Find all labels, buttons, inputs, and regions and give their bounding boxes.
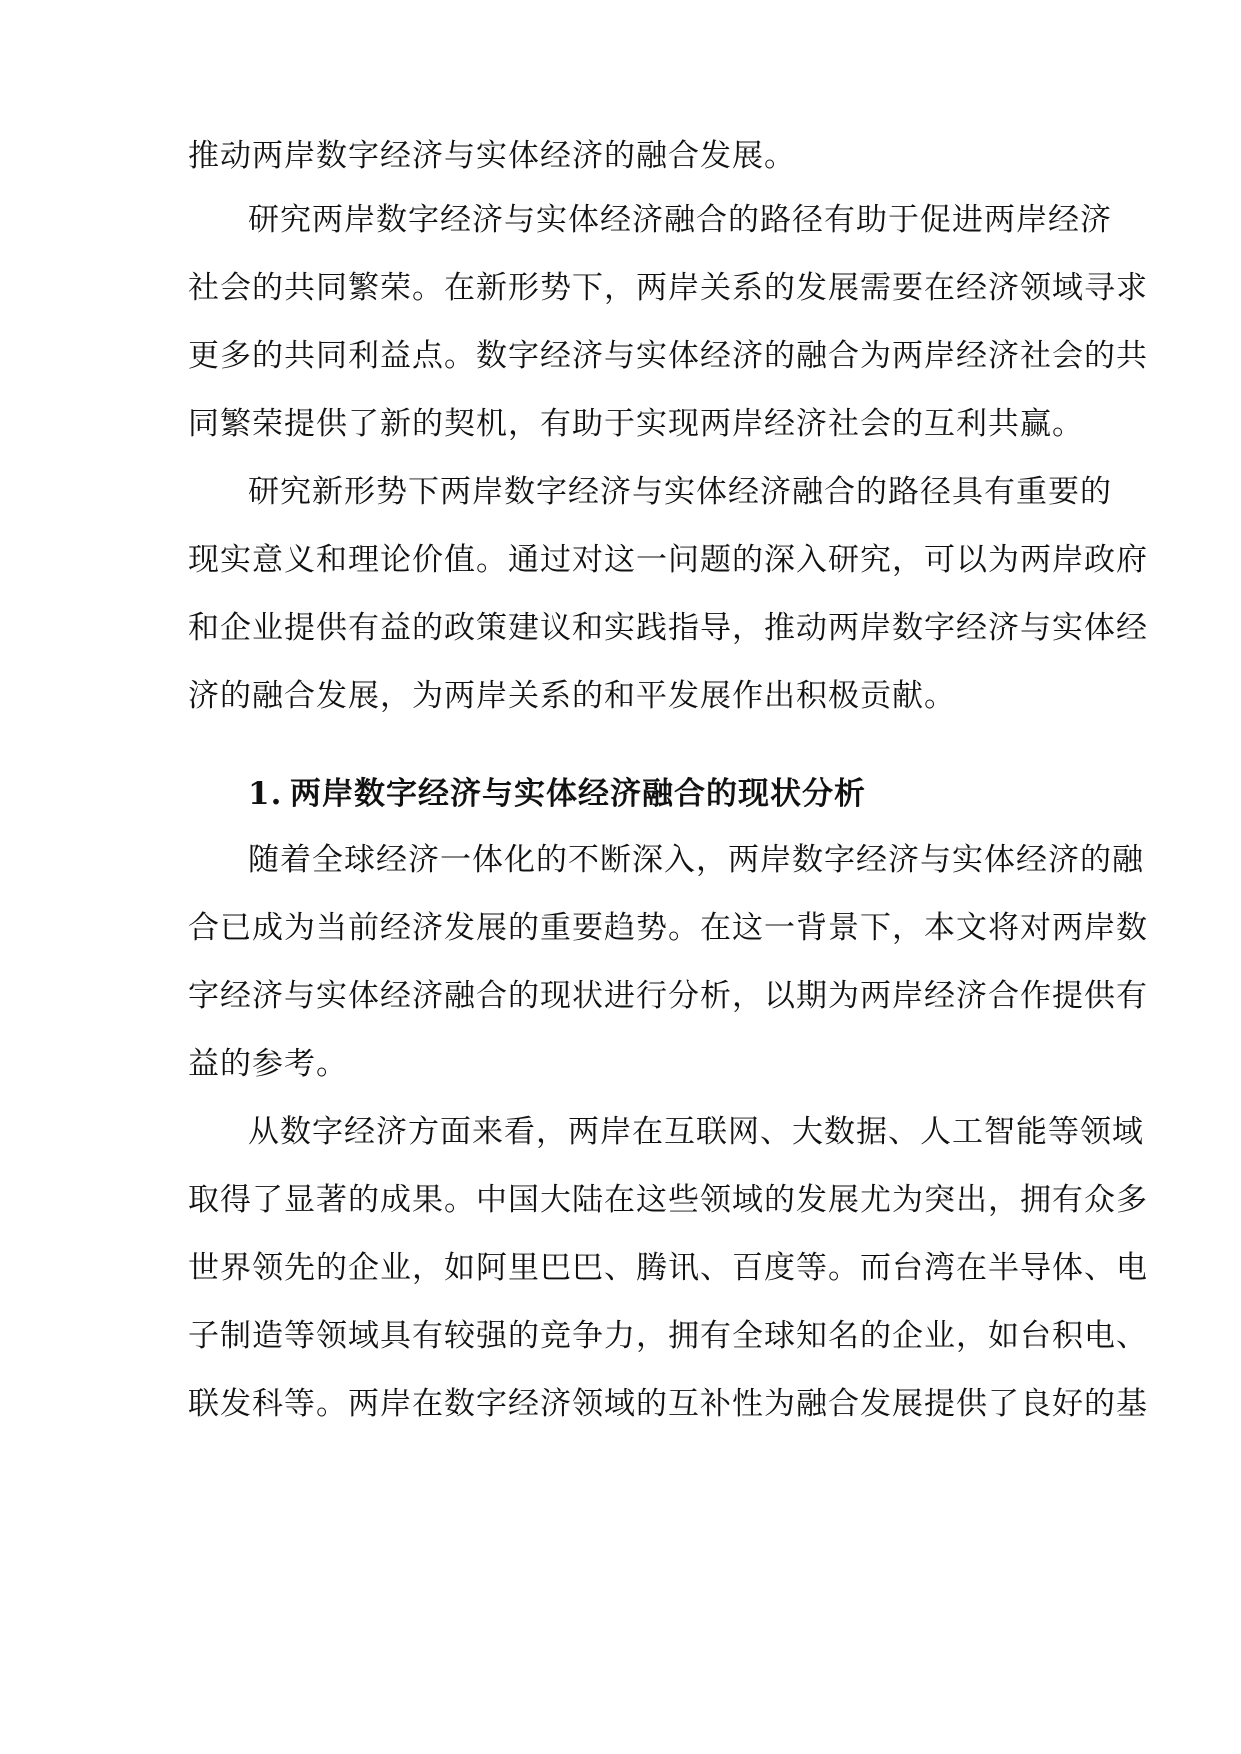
paragraph-line: 合已成为当前经济发展的重要趋势。在这一背景下，本文将对两岸数 [188, 910, 1148, 946]
paragraph-line: 研究两岸数字经济与实体经济融合的路径有助于促进两岸经济 [248, 202, 1112, 238]
paragraph-line: 子制造等领域具有较强的竞争力，拥有全球知名的企业，如台积电、 [188, 1318, 1148, 1354]
section-heading [248, 774, 866, 814]
paragraph-line: 济的融合发展，为两岸关系的和平发展作出积极贡献。 [188, 678, 956, 714]
paragraph-line: 研究新形势下两岸数字经济与实体经济融合的路径具有重要的 [248, 474, 1112, 510]
paragraph-line: 社会的共同繁荣。在新形势下，两岸关系的发展需要在经济领域寻求 [188, 270, 1148, 306]
paragraph-line: 字经济与实体经济融合的现状进行分析，以期为两岸经济合作提供有 [188, 978, 1148, 1014]
paragraph-line: 现实意义和理论价值。通过对这一问题的深入研究，可以为两岸政府 [188, 542, 1148, 578]
paragraph-line: 同繁荣提供了新的契机，有助于实现两岸经济社会的互利共赢。 [188, 406, 1084, 442]
paragraph-line: 取得了显著的成果。中国大陆在这些领域的发展尤为突出，拥有众多 [188, 1182, 1148, 1218]
paragraph-line: 益的参考。 [188, 1046, 348, 1082]
section-title: 两岸数字经济与实体经济融合的现状分析 [290, 776, 866, 812]
paragraph-line: 和企业提供有益的政策建议和实践指导，推动两岸数字经济与实体经 [188, 610, 1148, 646]
paragraph-line: 推动两岸数字经济与实体经济的融合发展。 [188, 138, 796, 174]
paragraph-line: 世界领先的企业，如阿里巴巴、腾讯、百度等。而台湾在半导体、电 [188, 1250, 1148, 1286]
paragraph-line: 联发科等。两岸在数字经济领域的互补性为融合发展提供了良好的基 [188, 1386, 1148, 1422]
paragraph-line: 随着全球经济一体化的不断深入，两岸数字经济与实体经济的融 [248, 842, 1144, 878]
paragraph-line: 更多的共同利益点。数字经济与实体经济的融合为两岸经济社会的共 [188, 338, 1148, 374]
section-number: 1. [248, 776, 283, 812]
paragraph-line: 从数字经济方面来看，两岸在互联网、大数据、人工智能等领域 [248, 1114, 1144, 1150]
